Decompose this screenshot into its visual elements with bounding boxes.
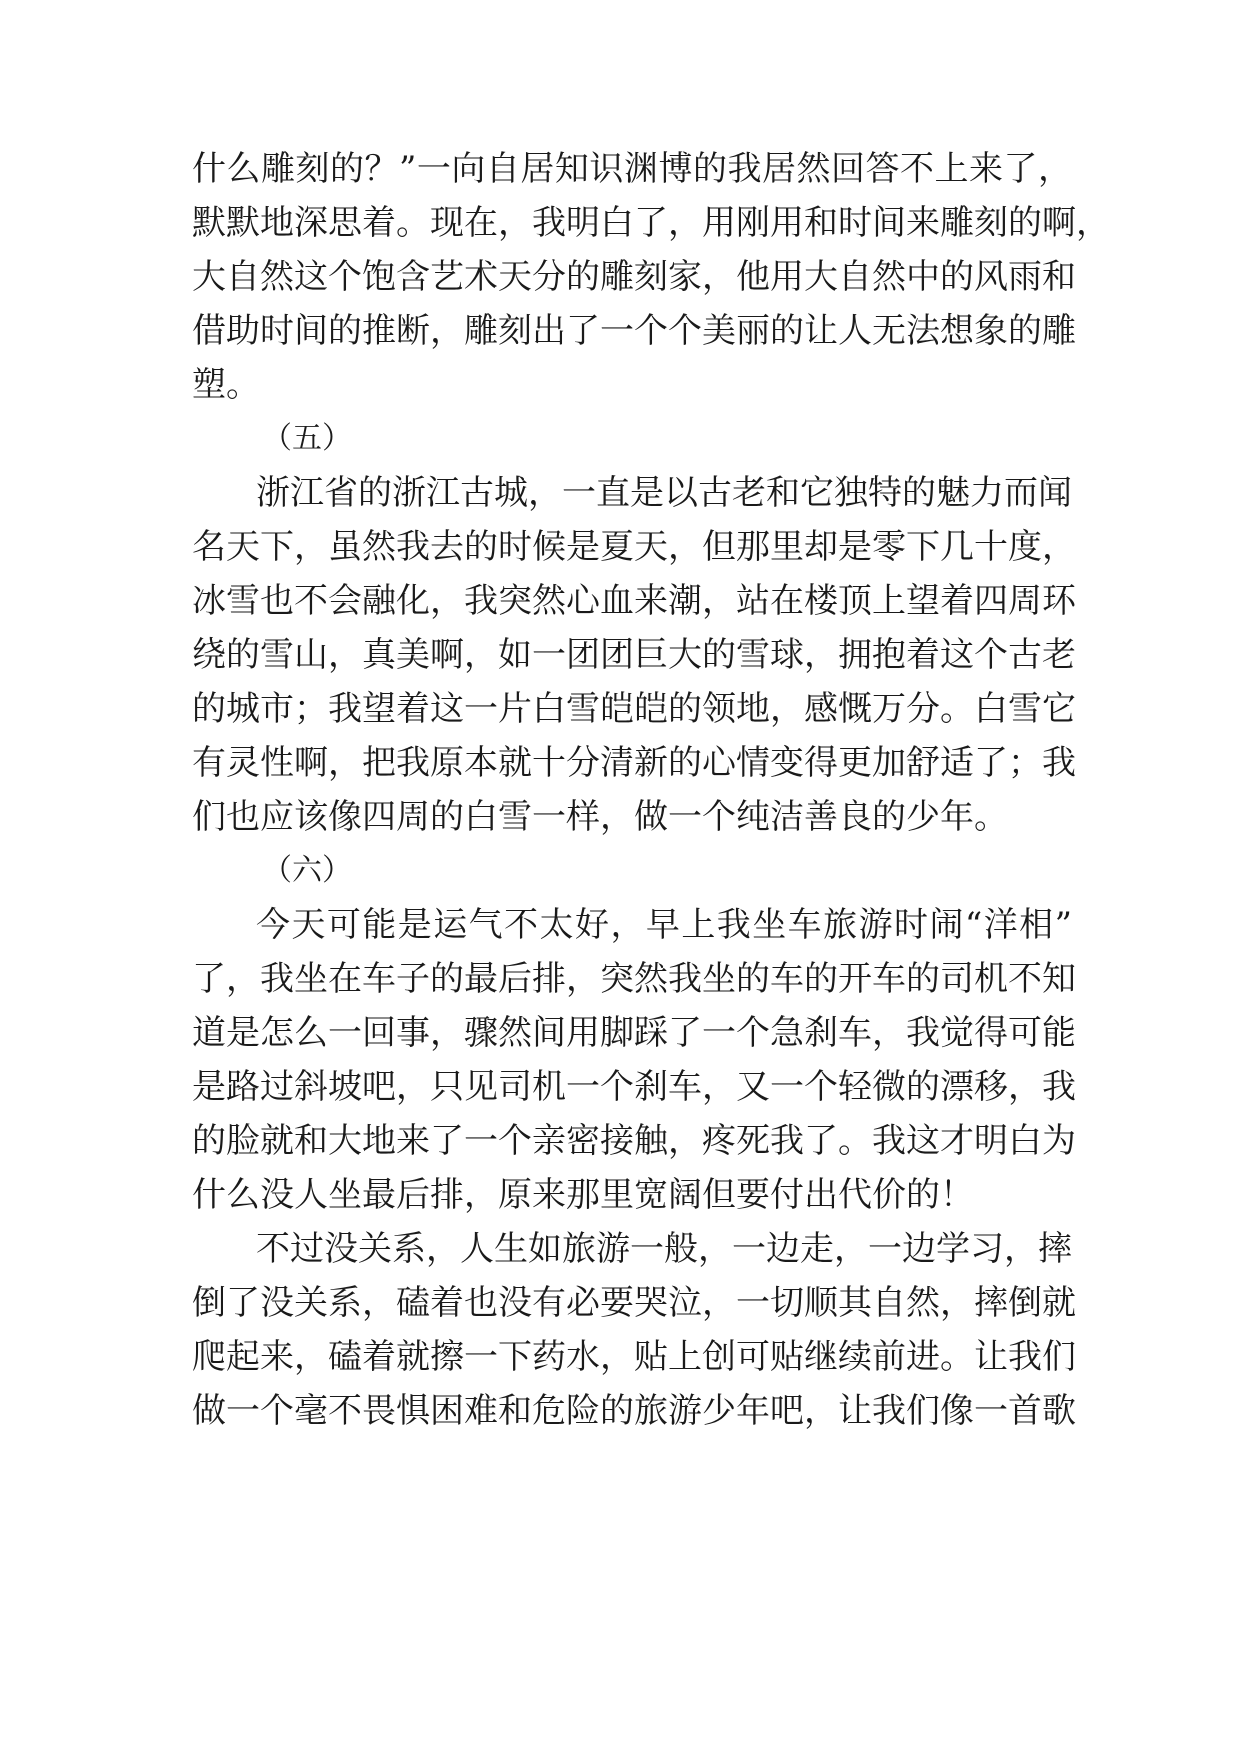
- section-heading-six: （六）: [262, 853, 352, 888]
- paragraph-line: 什么雕刻的？”一向自居知识渊博的我居然回答不上来了，: [192, 149, 1072, 189]
- paragraph-line: 名天下，虽然我去的时候是夏天，但那里却是零下几十度，: [192, 527, 1076, 567]
- paragraph-line: 有灵性啊，把我原本就十分清新的心情变得更加舒适了；我: [192, 743, 1076, 783]
- paragraph-line: 是路过斜坡吧，只见司机一个刹车，又一个轻微的漂移，我: [192, 1067, 1076, 1107]
- paragraph-line: 绕的雪山，真美啊，如一团团巨大的雪球，拥抱着这个古老: [192, 635, 1076, 675]
- paragraph-line: 借助时间的推断，雕刻出了一个个美丽的让人无法想象的雕: [192, 311, 1076, 351]
- paragraph-line: 默默地深思着。现在，我明白了，用刚用和时间来雕刻的啊，: [192, 203, 1110, 243]
- paragraph-line: 们也应该像四周的白雪一样，做一个纯洁善良的少年。: [192, 797, 1008, 837]
- paragraph-line: 不过没关系，人生如旅游一般，一边走，一边学习，摔: [256, 1229, 1072, 1269]
- section-heading-five: （五）: [262, 421, 352, 456]
- paragraph-line: 今天可能是运气不太好，早上我坐车旅游时闹“洋相”: [256, 905, 1072, 945]
- paragraph-line: 的脸就和大地来了一个亲密接触，疼死我了。我这才明白为: [192, 1121, 1076, 1161]
- paragraph-line: 了，我坐在车子的最后排，突然我坐的车的开车的司机不知: [192, 959, 1076, 999]
- paragraph-line: 倒了没关系，磕着也没有必要哭泣，一切顺其自然，摔倒就: [192, 1283, 1076, 1323]
- paragraph-line: 塑。: [192, 365, 260, 405]
- paragraph-line: 什么没人坐最后排，原来那里宽阔但要付出代价的！: [192, 1175, 974, 1215]
- paragraph-line: 的城市；我望着这一片白雪皑皑的领地，感慨万分。白雪它: [192, 689, 1076, 729]
- paragraph-line: 浙江省的浙江古城，一直是以古老和它独特的魅力而闻: [256, 473, 1072, 513]
- paragraph-line: 大自然这个饱含艺术天分的雕刻家，他用大自然中的风雨和: [192, 257, 1076, 297]
- paragraph-line: 爬起来，磕着就擦一下药水，贴上创可贴继续前进。让我们: [192, 1337, 1076, 1377]
- paragraph-line: 道是怎么一回事，骤然间用脚踩了一个急刹车，我觉得可能: [192, 1013, 1076, 1053]
- paragraph-line: 做一个毫不畏惧困难和危险的旅游少年吧，让我们像一首歌: [192, 1391, 1076, 1431]
- paragraph-line: 冰雪也不会融化，我突然心血来潮，站在楼顶上望着四周环: [192, 581, 1076, 621]
